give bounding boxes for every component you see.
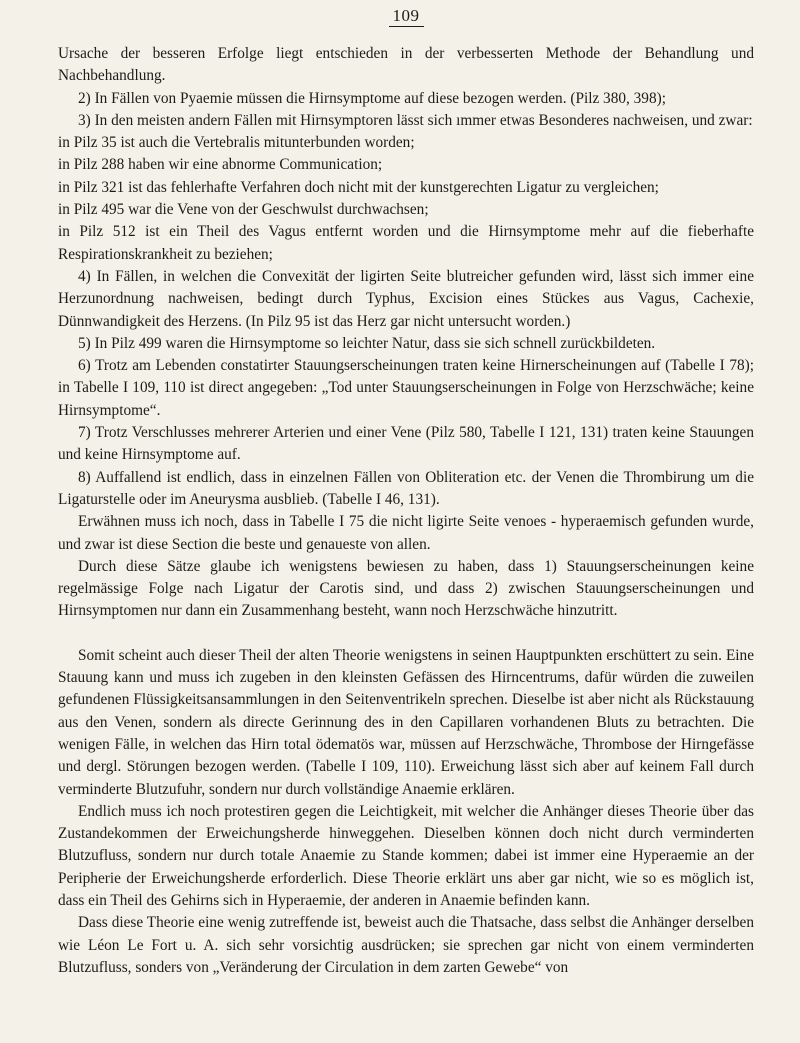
paragraph: 4) In Fällen, in welchen die Convexität der ligirten Seite blutreicher gefunden wird, lässt sich immer eine Herzunordnung nachweisen, bedingt durch Typhus, Excision eines Stückes aus Vagus, Cachexie, Dünnwandigkeit des Herzens. (In Pilz 95 ist das Herz gar nicht untersucht worden.) <box>58 267 754 330</box>
page-number: 109 <box>58 6 754 27</box>
paragraph: 5) In Pilz 499 waren die Hirnsymptome so leichter Natur, dass sie sich schnell zurückbildeten. <box>78 334 656 352</box>
paragraph: Somit scheint auch dieser Theil der alten Theorie wenigstens in seinen Hauptpunkten erschüttert zu sein. Eine Stauung kann und muss ich zugeben in den kleinsten Gefässen des Hirncentrums, dafür würden die zuweilen gefundenen Flüssigkeitsansammlungen in den Seitenventrikeln sprechen. Dieselbe ist aber nicht als Rückstauung aus den Venen, sondern als directe Gerinnung des in den Capillaren vorhandenen Bluts zu betrachten. Die wenigen Fälle, in welchen das Hirn total ödematös war, müssen auf Herzschwäche, Thrombose der Hirngefässe und dergl. Störungen bezogen werden. (Tabelle I 109, 110). Erweichung lässt sich aber auf keinem Fall durch verminderte Blutzufuhr, sondern nur durch vollständige Anaemie erklären. <box>58 646 754 798</box>
paragraph: 7) Trotz Verschlusses mehrerer Arterien und einer Vene (Pilz 580, Tabelle I 121, 131) traten keine Stauungen und keine Hirnsymptome auf. <box>58 424 754 464</box>
list-item: in Pilz 495 war die Vene von der Geschwulst durchwachsen; <box>58 201 429 219</box>
paragraph: Ursache der besseren Erfolge liegt entschieden in der verbesserten Methode der Behandlung und Nachbehandlung. <box>58 45 754 85</box>
paragraph: Erwähnen muss ich noch, dass in Tabelle I 75 die nicht ligirte Seite venoes - hyperaemisch gefunden wurde, und zwar ist diese Section die beste und genaueste von allen. <box>58 513 754 553</box>
paragraph: Endlich muss ich noch protestiren gegen die Leichtigkeit, mit welcher die Anhänger dieses Theorie über das Zustandekommen der Erweichungsherde hinweggehen. Dieselben können doch nicht durch verminderten Blutzufluss, sondern nur durch totale Anaemie zu Stande kommen; dabei ist immer eine Hyperaemie an der Peripherie der Erweichungsherde erforderlich. Diese Theorie erklärt uns aber gar nicht, wie so es möglich ist, dass ein Theil des Gehirns sich in Hyperaemie, der anderen in Anaemie befinden kann. <box>58 802 754 909</box>
list-item: in Pilz 35 ist auch die Vertebralis mitunterbunden worden; <box>58 134 415 152</box>
paragraph: 3) In den meisten andern Fällen mit Hirnsymptoren lässt sich ımmer etwas Besonderes nachweisen, und zwar: <box>78 111 753 129</box>
paragraph: 6) Trotz am Lebenden constatirter Stauungserscheinungen traten keine Hirnerscheinungen auf (Tabelle I 78); in Tabelle I 109, 110 ist direct angegeben: „Tod unter Stauungserscheinungen in Folge von Herzschwäche; keine Hirnsymptome“. <box>58 357 754 419</box>
paragraph: 8) Auffallend ist endlich, dass in einzelnen Fällen von Obliteration etc. der Venen die Thrombirung um die Ligaturstelle oder im Aneurysma ausblieb. (Tabelle I 46, 131). <box>58 468 754 508</box>
paragraph: 2) In Fällen von Pyaemie müssen die Hirnsymptome auf diese bezogen werden. (Pilz 380, 398); <box>78 89 666 107</box>
paragraph: Dass diese Theorie eine wenig zutreffende ist, beweist auch die Thatsache, dass selbst die Anhänger derselben wie Léon Le Fort u. A. sich sehr vorsichtig ausdrücken; sie sprechen gar nicht von einem verminderten Blutzufluss, sonders von „Veränderung der Circulation in dem zarten Gewebe“ von <box>58 914 754 976</box>
list-item: in Pilz 288 haben wir eine abnorme Communication; <box>58 156 383 174</box>
paragraph: Durch diese Sätze glaube ich wenigstens bewiesen zu haben, dass 1) Stauungserscheinungen keine regelmässige Folge nach Ligatur der Carotis sind, und dass 2) zwischen Stauungserscheinungen und Hirnsymptomen nur dann ein Zusammenhang besteht, wann noch Herzschwäche hinzutritt. <box>58 557 754 620</box>
list-item: in Pilz 321 ist das fehlerhafte Verfahren doch nicht mit der kunstgerechten Ligatur zu vergleichen; <box>58 178 659 196</box>
list-item: in Pilz 512 ist ein Theil des Vagus entfernt worden und die Hirnsymptome mehr auf die fieberhafte Respirationskrankheit zu beziehen; <box>58 223 754 263</box>
